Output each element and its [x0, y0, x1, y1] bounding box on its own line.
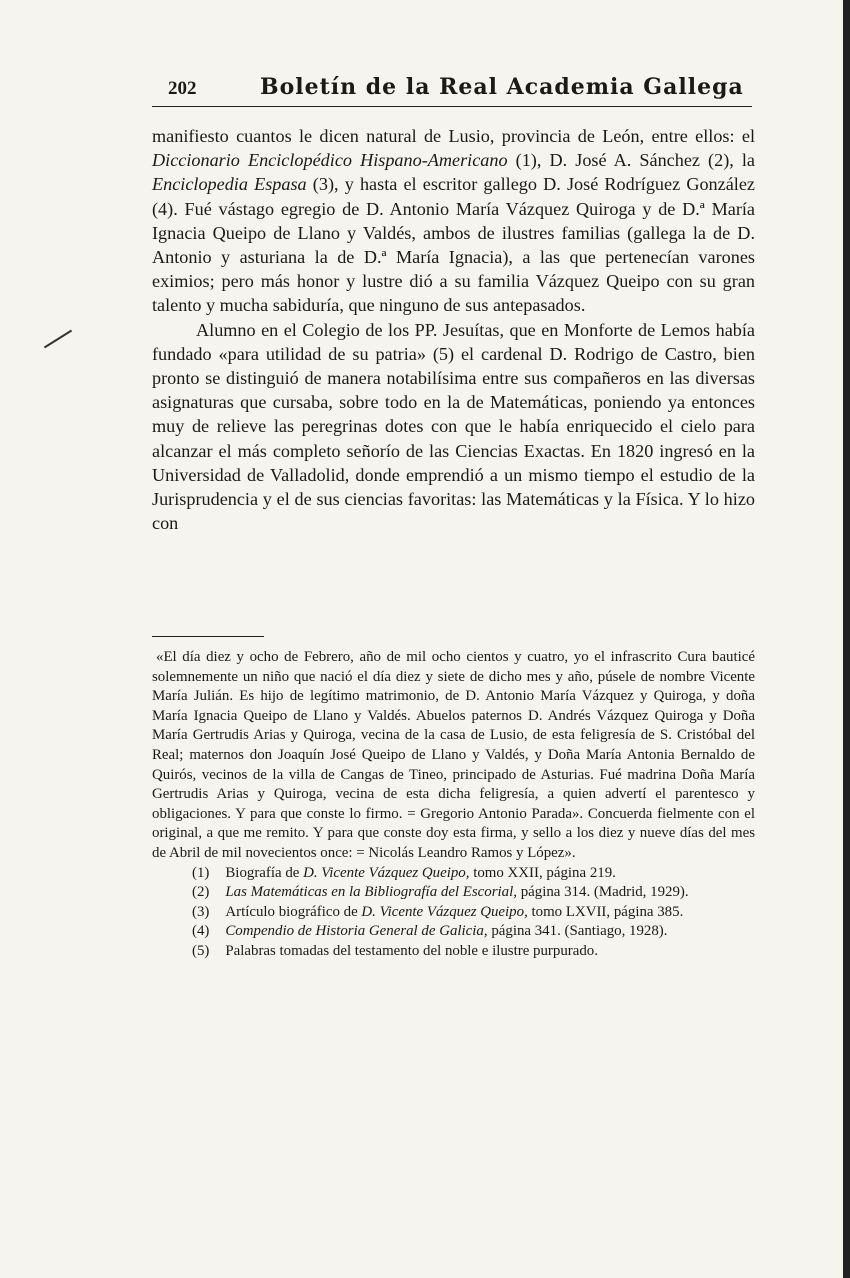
body-paragraph-2: Alumno en el Colegio de los PP. Jesuítas, que en Monforte de Lemos había fundado «para utilidad de su patria» (5) el cardenal D. Rodrigo de Castro, bien pronto se distinguió de manera notabilísima entre sus compañeros en las diversas asignaturas que cursaba, sobre todo en la de Matemáticas, poniendo ya entonces muy de relieve las peregrinas dotes con que le había enriquecido el cielo para alcanzar el más completo señorío de las Ciencias Exactas. En 1820 ingresó en la Universidad de Valladolid, donde emprendió a un mismo tiempo el estudio de la Jurisprudencia y el de sus ciencias favoritas: las Matemáticas y la Física. Y lo hizo con	[152, 319, 755, 534]
pencil-mark	[44, 330, 72, 349]
journal-title: Boletín de la Real Academia Gallega	[260, 74, 744, 100]
body-paragraph-1: manifiesto cuantos le dicen natural de Lusio, provincia de León, entre ellos: el Diccionario Enciclopédico Hispano-Americano (1), D. José A. Sánchez (2), la Enciclopedia Espasa (3), y hasta el escritor gallego D. José Rodríguez González (4). Fué vástago egregio de D. Antonio María Vázquez Quiroga y de D.ª María Ignacia Queipo de Llano y Valdés, ambos de ilustres familias (gallega la de D. Antonio y asturiana la de D.ª María Ignacia), a las que pertenecían varones eximios; pero más honor y lustre dió a su familia Vázquez Queipo con su gran talento y mucha sabiduría, que ninguno de sus antepasados.	[152, 126, 756, 316]
footnote-separator	[152, 636, 264, 637]
footnotes	[152, 648, 755, 962]
footnote-2: (2) Las Matemáticas en la Bibliografía del Escorial, página 314. (Madrid, 1929).	[192, 884, 689, 901]
footnote-4: (4) Compendio de Historia General de Galicia, página 341. (Santiago, 1928).	[192, 923, 668, 940]
footnote-1: (1) Biografía de D. Vicente Vázquez Queipo, tomo XXII, página 219.	[192, 864, 616, 881]
cited-work: Enciclopedia Espasa	[152, 174, 307, 195]
footnote-3: (3) Artículo biográfico de D. Vicente Vázquez Queipo, tomo LXVII, página 385.	[192, 903, 684, 920]
baptism-record-quote: «El día diez y ocho de Febrero, año de mil ocho cientos y cuatro, yo el infrascrito Cura bauticé solemnemente un niño que nació el día diez y siete de dicho mes y año, púsele de nombre Vicente María Julián. Es hijo de legítimo matrimonio, de D. Antonio María Vázquez y Quiroga, y doña María Ignacia Queipo de Llano y Valdés. Abuelos paternos D. Andrés Vázquez Quiroga y Doña María Gertrudis Arias y Quiroga, vecina de la casa de Lusio, de esta feligresía de S. Cristóbal del Real; maternos don Joaquín José Queipo de Llano y Valdés, y Doña María Antonia Bernaldo de Quirós, vecinos de la villa de Cangas de Tineo, principado de Asturias. Fué madrina Doña María Gertrudis Arias y Quiroga, vecina de esta dicha feligresía, a quien advertí el parentesco y obligaciones. Y para que conste lo firmo. = Gregorio Antonio Parada». Concuerda fielmente con el original, a que me remito. Y para que conste doy esta firma, y sello a los diez y nueve días del mes de Abril de mil novecientos once: = Nicolás Leandro Ramos y López».	[152, 649, 755, 861]
running-header	[152, 72, 752, 107]
cited-work: Diccionario Enciclopédico Hispano-Americano	[152, 150, 508, 171]
footnote-5: (5) Palabras tomadas del testamento del noble e ilustre purpurado.	[192, 942, 598, 959]
main-text	[152, 124, 755, 535]
scan-edge-mark	[843, 0, 850, 1278]
page-number: 202	[168, 78, 197, 99]
